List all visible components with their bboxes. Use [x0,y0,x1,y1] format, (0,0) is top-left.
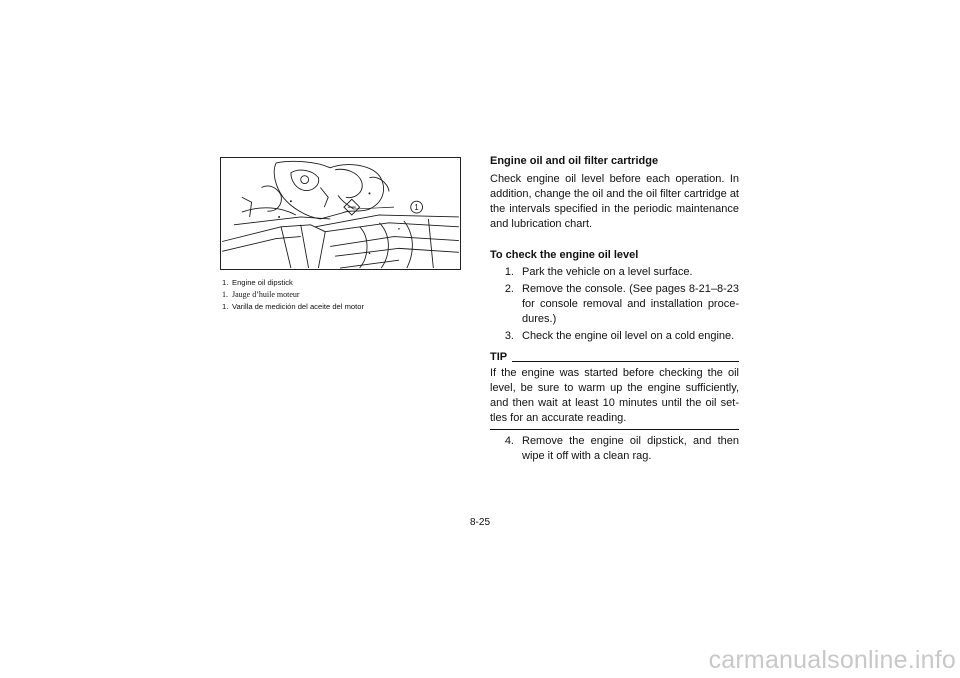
figure-captions [222,277,467,313]
tip-text: If the engine was started before checking the oil level, be sure to warm up the engine sufficiently, and then wait at least 10 minutes until the oil set-tles for an accurate reading. [490,367,739,424]
step-item: 1. Park the vehicle on a level surface. [504,266,693,278]
main-column [490,154,739,464]
caption-french: 1. Jauge d’huile moteur [222,290,300,299]
callout-number: 1 [414,203,419,213]
intro-paragraph: Check engine oil level before each operation. In addition, change the oil and the oil filter cartridge at the intervals specified in the periodic maintenance and lubrication chart. [490,173,739,230]
engine-illustration [220,157,461,270]
tip-rule [512,361,739,362]
step-item: 4. Remove the engine oil dipstick, and then wipe it off with a clean rag. [504,435,739,462]
section-title: Engine oil and oil filter cartridge [490,155,659,167]
step-item: 2. Remove the console. (See pages 8-21–8-23 for console removal and installation proce-dures.) [504,283,739,325]
watermark: carmanualsonline.info [708,646,956,674]
page-number: 8-25 [469,517,490,528]
subsection-title: To check the engine oil level [490,249,639,261]
engine-drawing [221,158,460,269]
tip-end-rule [490,429,739,430]
caption-english: 1. Engine oil dipstick [222,278,293,287]
tip-label: TIP [490,351,508,363]
tip-header [490,350,739,365]
step-item: 3. Check the engine oil level on a cold engine. [504,330,735,342]
caption-spanish: 1. Varilla de medición del aceite del motor [222,302,364,311]
